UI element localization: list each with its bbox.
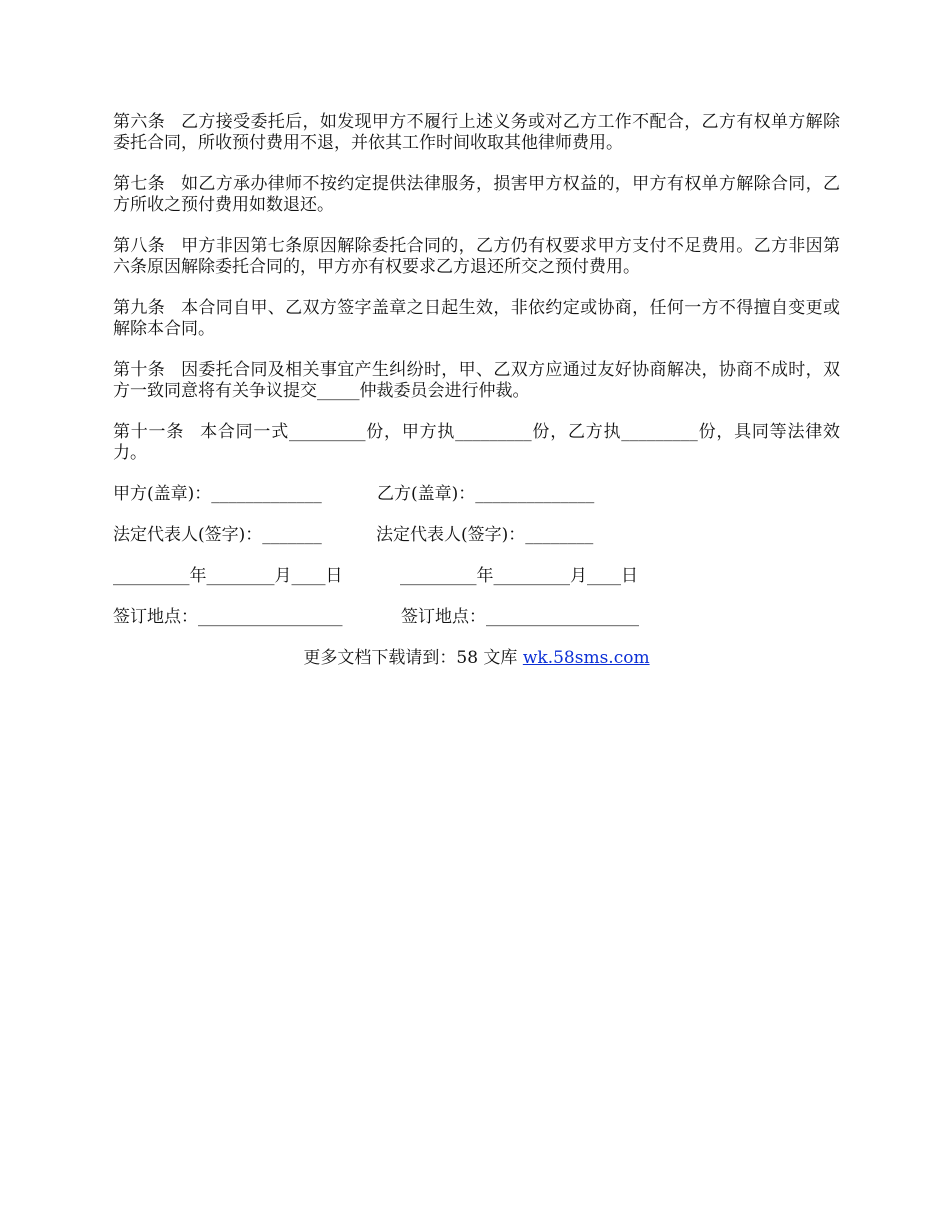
party-b-representative-field: 法定代表人(签字)：________ (376, 525, 594, 545)
footer-link[interactable]: wk.58sms.com (522, 648, 650, 668)
clause-number: 第六条 (113, 112, 166, 132)
clause-text: 如乙方承办律师不按约定提供法律服务，损害甲方权益的，甲方有权单方解除合同，乙方所收之预付费用如数退还。 (113, 174, 841, 215)
clause-text: 乙方接受委托后，如发现甲方不履行上述义务或对乙方工作不配合，乙方有权单方解除委托合同，所收预付费用不退，并依其工作时间收取其他律师费用。 (113, 112, 841, 153)
party-b-seal-field: 乙方(盖章)：______________ (377, 484, 595, 504)
contract-page (113, 112, 840, 669)
clause-9 (113, 298, 840, 340)
representative-row (113, 525, 840, 546)
date-row (113, 566, 840, 587)
clause-number: 第十一条 (113, 422, 185, 442)
clause-text: 本合同自甲、乙双方签字盖章之日起生效，非依约定或协商，任何一方不得擅自变更或解除本合同。 (113, 298, 841, 339)
party-b-date-field: _________年_________月____日 (400, 566, 638, 586)
clause-number: 第九条 (113, 298, 166, 318)
clause-8 (113, 236, 840, 278)
clause-number: 第七条 (113, 174, 166, 194)
clause-number: 第八条 (113, 236, 166, 256)
party-b-place-field: 签订地点：__________________ (401, 607, 639, 627)
clause-7 (113, 174, 840, 216)
download-footer (113, 648, 840, 669)
clause-text: 因委托合同及相关事宜产生纠纷时，甲、乙双方应通过友好协商解决，协商不成时，双方一致同意将有关争议提交_____仲裁委员会进行仲裁。 (113, 360, 841, 401)
party-a-representative-field: 法定代表人(签字)：_______ (113, 525, 322, 545)
party-a-seal-field: 甲方(盖章)：_____________ (113, 484, 322, 504)
clause-text: 甲方非因第七条原因解除委托合同的，乙方仍有权要求甲方支付不足费用。乙方非因第六条原因解除委托合同的，甲方亦有权要求乙方退还所交之预付费用。 (113, 236, 841, 277)
clause-text: 本合同一式_________份，甲方执_________份，乙方执_________份，具同等法律效力。 (113, 422, 841, 463)
place-row (113, 607, 840, 628)
seal-row (113, 484, 840, 505)
party-a-place-field: 签订地点：_________________ (113, 607, 343, 627)
clause-10 (113, 360, 840, 402)
clause-number: 第十条 (113, 360, 166, 380)
party-a-date-field: _________年________月____日 (113, 566, 343, 586)
clause-11 (113, 422, 840, 464)
footer-text: 更多文档下载请到：58 文库 (303, 648, 523, 668)
clause-6 (113, 112, 840, 154)
